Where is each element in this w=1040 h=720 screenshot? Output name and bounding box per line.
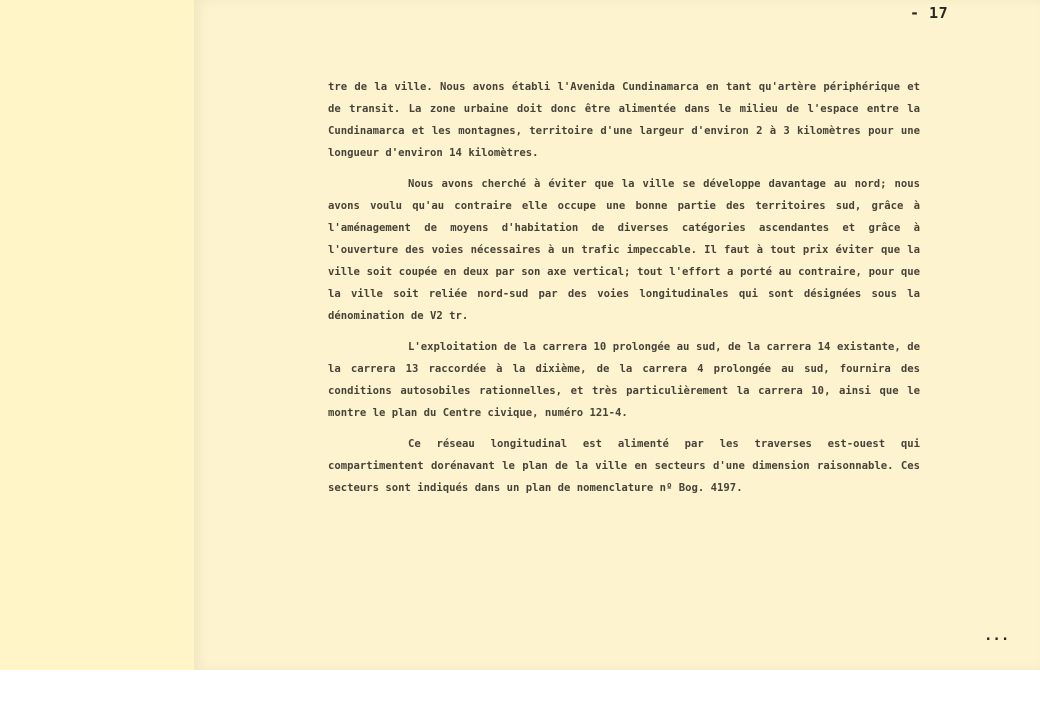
paragraph-3: L'exploitation de la carrera 10 prolongée au sud, de la carrera 14 existante, de la carrera 13 raccordée à la dixième, de la carrera 4 prolongée au sud, fournira des conditions autosobiles rationnelles, et très particulièrement la carrera 10, ainsi que le montre le plan du Centre civique, numéro 121-4.	[328, 341, 920, 419]
paragraph-2: Nous avons cherché à éviter que la ville se développe davantage au nord; nous avons voulu qu'au contraire elle occupe une bonne partie des territoires sud, grâce à l'aménagement de moyens d'habitation de diverses catégories ascendantes et grâce à l'ouverture des voies nécessaires à un trafic impeccable. Il faut à tout prix éviter que la ville soit coupée en deux par son axe vertical; tout l'effort a porté au contraire, pour que la ville soit reliée nord-sud par des voies longitudinales qui sont désignées sous la dénomination de V2 tr.	[328, 178, 920, 322]
continuation-marker: ...	[984, 628, 1010, 644]
document-page	[194, 0, 1040, 670]
page-margin-strip	[0, 0, 194, 670]
paragraph-1: tre de la ville. Nous avons établi l'Avenida Cundinamarca en tant qu'artère périphérique et de transit. La zone urbaine doit donc être alimentée dans le milieu de l'espace entre la Cundinamarca et les montagnes, territoire d'une largeur d'environ 2 à 3 kilomètres pour une longueur d'environ 14 kilomètres.	[328, 81, 920, 159]
page-body	[328, 76, 920, 508]
page-number: - 17	[910, 4, 949, 22]
paragraph-4: Ce réseau longitudinal est alimenté par les traverses est-ouest qui compartimentent dorénavant le plan de la ville en secteurs d'une dimension raisonnable. Ces secteurs sont indiqués dans un plan de nomenclature nº Bog. 4197.	[328, 438, 920, 494]
